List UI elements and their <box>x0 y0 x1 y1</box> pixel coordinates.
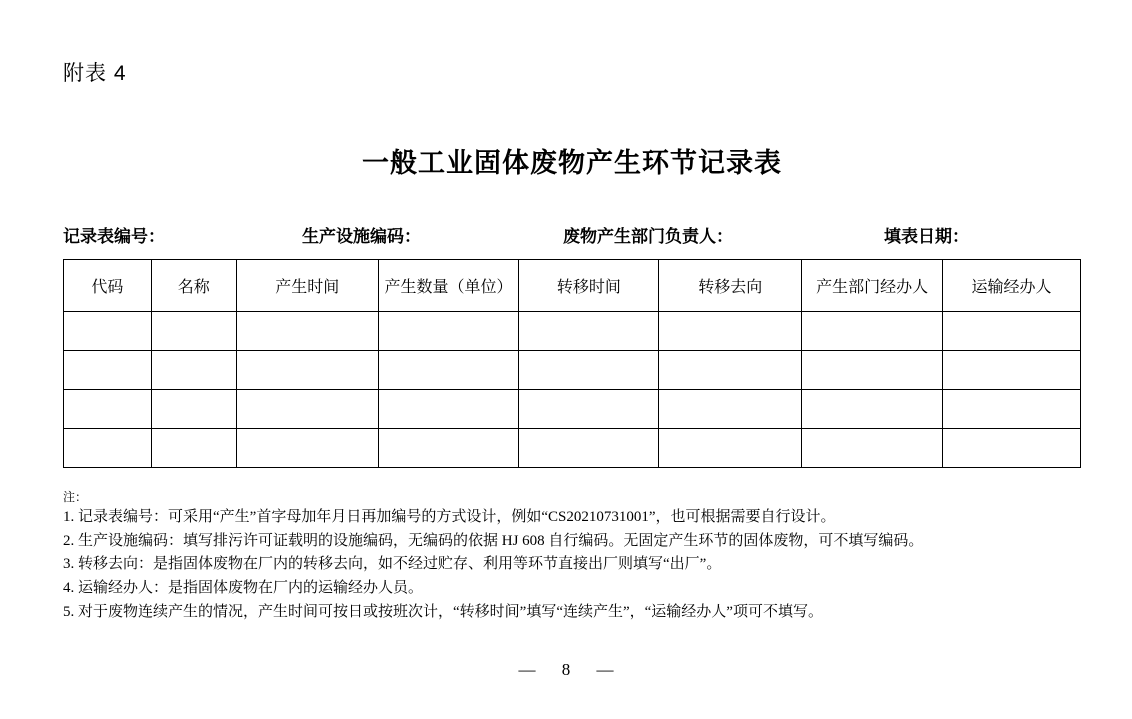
column-header-transfer-time: 转移时间 <box>519 260 659 312</box>
empty-cell <box>151 390 236 429</box>
footer-right-dash: — <box>596 660 614 679</box>
attachment-label: 附表 4 <box>63 62 127 85</box>
empty-cell <box>519 312 659 351</box>
notes-heading: 注： <box>63 490 88 504</box>
department-head-label: 废物产生部门负责人： <box>563 227 733 246</box>
column-header-quantity-unit: 产生数量（单位） <box>378 260 519 312</box>
empty-cell <box>659 312 802 351</box>
page-title: 一般工业固体废物产生环节记录表 <box>362 148 782 178</box>
table-row <box>64 390 1081 429</box>
empty-cell <box>659 351 802 390</box>
column-header-department-handler: 产生部门经办人 <box>802 260 943 312</box>
form-header-row <box>63 222 1081 246</box>
empty-cell <box>378 429 519 468</box>
column-header-name: 名称 <box>151 260 236 312</box>
table-row <box>64 312 1081 351</box>
empty-cell <box>519 351 659 390</box>
page-number: 8 <box>561 660 571 679</box>
empty-cell <box>64 351 152 390</box>
empty-cell <box>378 351 519 390</box>
empty-cell <box>943 390 1081 429</box>
page-footer <box>0 660 1132 680</box>
empty-cell <box>659 390 802 429</box>
note-item-5: 5. 对于废物连续产生的情况，产生时间可按日或按班次计，“转移时间”填写“连续产生”，“运输经办人”项可不填写。 <box>63 603 823 620</box>
empty-cell <box>64 312 152 351</box>
empty-cell <box>519 390 659 429</box>
empty-cell <box>151 429 236 468</box>
column-header-code: 代码 <box>64 260 152 312</box>
empty-cell <box>64 429 152 468</box>
note-item-2: 2. 生产设施编码：填写排污许可证载明的设施编码，无编码的依据 HJ 608 自行编码。无固定产生环节的固体废物，可不填写编码。 <box>63 532 924 549</box>
empty-cell <box>943 351 1081 390</box>
table-row <box>64 429 1081 468</box>
empty-cell <box>151 351 236 390</box>
empty-cell <box>659 429 802 468</box>
column-header-transfer-destination: 转移去向 <box>659 260 802 312</box>
empty-cell <box>802 312 943 351</box>
record-number-label: 记录表编号： <box>63 227 165 246</box>
empty-cell <box>519 429 659 468</box>
empty-cell <box>943 312 1081 351</box>
column-header-transport-handler: 运输经办人 <box>943 260 1081 312</box>
note-item-3: 3. 转移去向：是指固体废物在厂内的转移去向，如不经过贮存、利用等环节直接出厂则填写“出厂”。 <box>63 556 722 573</box>
empty-cell <box>378 390 519 429</box>
table-row <box>64 351 1081 390</box>
empty-cell <box>236 351 378 390</box>
empty-cell <box>378 312 519 351</box>
empty-cell <box>236 390 378 429</box>
empty-cell <box>802 429 943 468</box>
note-item-1: 1. 记录表编号：可采用“产生”首字母加年月日再加编号的方式设计，例如“CS20210731001”，也可根据需要自行设计。 <box>63 509 836 525</box>
fill-date-label: 填表日期： <box>884 227 969 246</box>
empty-cell <box>64 390 152 429</box>
column-header-generation-time: 产生时间 <box>236 260 378 312</box>
table-header-row <box>64 260 1081 312</box>
note-item-4: 4. 运输经办人：是指固体废物在厂内的运输经办人员。 <box>63 580 424 597</box>
footer-left-dash: — <box>518 660 536 679</box>
empty-cell <box>943 429 1081 468</box>
empty-cell <box>236 429 378 468</box>
facility-code-label: 生产设施编码： <box>302 227 421 246</box>
record-table <box>63 259 1081 468</box>
notes-section <box>63 488 1073 625</box>
empty-cell <box>802 390 943 429</box>
empty-cell <box>151 312 236 351</box>
empty-cell <box>236 312 378 351</box>
empty-cell <box>802 351 943 390</box>
